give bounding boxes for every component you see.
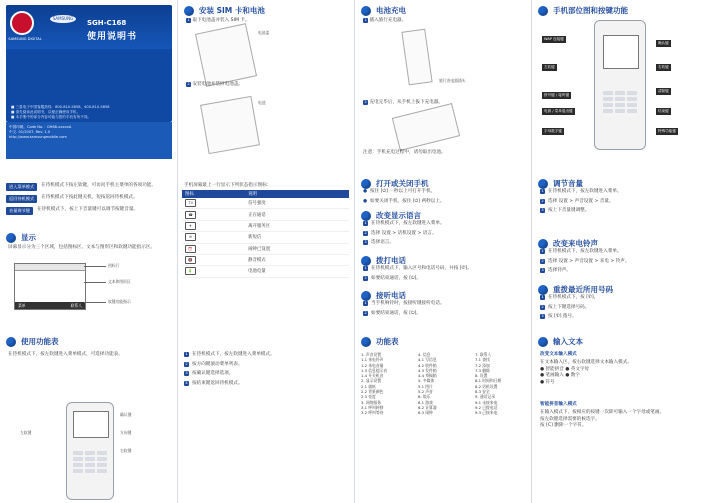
callout-left-softkey: 左软键 xyxy=(20,430,32,435)
step: 4 按结束键返回待机模式。 xyxy=(185,380,243,386)
cover-panel xyxy=(0,0,178,503)
step: 1 在待机模式下，按左软键进入菜单。 xyxy=(364,221,445,226)
info-url: http://www.samsungmobile.com xyxy=(9,135,67,139)
table-cell: 闹钟已设置 xyxy=(245,243,349,254)
sim-cover-diagram xyxy=(195,23,257,87)
pinyin-subheading: 智能拼音输入模式 xyxy=(540,402,577,407)
table-cell: 静音模式 xyxy=(245,254,349,265)
answer-heading: 接听电话 xyxy=(361,290,406,301)
key-item xyxy=(6,195,172,203)
key-text: 在待机模式下按左软键，可访问手机主菜单的各项功能。 xyxy=(41,183,156,188)
label-power-key: 电源 / 菜单退出键 xyxy=(544,109,573,113)
sim-heading-text: 安装 SIM 卡和电池 xyxy=(199,6,265,15)
manual-title: 使用说明书 xyxy=(87,32,138,42)
table-row xyxy=(182,232,349,243)
callout-line xyxy=(84,282,106,283)
phone-layout-screen xyxy=(603,35,639,69)
section-bullet-icon xyxy=(6,337,16,347)
lang-steps xyxy=(363,221,523,250)
step: 2 选择 设置 > 话机设置 > 语言。 xyxy=(364,230,437,236)
layout-panel xyxy=(532,0,711,503)
section-bullet-icon xyxy=(361,179,371,189)
menu-column-3: 7. 联系人 7.1 查找 7.2 添加 7.3 删除 8. 设置 8.1 时间和日期 8.2 话机设置 8.3 安全 9. 通话记录 9.1 未接来电 9.2 已拨电话 9.3 已接来电 xyxy=(475,352,502,416)
section-bullet-icon xyxy=(184,6,194,16)
step: 3 选择语言。 xyxy=(364,240,394,245)
power-steps xyxy=(363,189,523,208)
table-row xyxy=(182,198,349,209)
menu-use-intro: 在待机模式下，按左软键进入菜单模式，可选择功能表。 xyxy=(8,352,123,357)
label-wap-key: WAP 连接键 xyxy=(544,37,564,41)
section-bullet-icon xyxy=(361,6,371,16)
phone-layout-illustration xyxy=(594,20,646,150)
call-heading: 拨打电话 xyxy=(361,255,406,266)
menu-steps xyxy=(184,352,350,390)
answer-steps xyxy=(363,301,523,320)
menu-column-1: 1. 声音设置 1.1 来电铃声 1.2 来电音量 1.3 信息提示音 1.4 开关机音 2. 显示设置 2.1 墙纸 2.2 背景颜色 2.3 亮度 3. 网络服务 3.1 呼叫转移 3.2 呼叫等待 xyxy=(361,352,416,416)
table-cell: 新短信 xyxy=(245,232,349,243)
step: 3 按确认键选择选项。 xyxy=(185,371,234,376)
charger-diagram xyxy=(401,29,432,86)
menus-heading: 功能表 xyxy=(361,336,399,347)
step: 1 在待机模式下，按左软键进入菜单模式。 xyxy=(185,352,275,357)
table-row xyxy=(182,254,349,265)
icons-table xyxy=(182,190,349,278)
callout-line xyxy=(84,302,106,303)
table-cell: 正在通话 xyxy=(245,209,349,220)
info-line: 中文. 01/2007. Rev. 1.0 xyxy=(9,130,51,134)
table-row xyxy=(182,266,349,277)
step: ● 按住 [⏻] 一秒以上可打开手机。 xyxy=(363,189,436,194)
section-bullet-icon xyxy=(361,211,371,221)
table-cell: 信号强度 xyxy=(245,198,349,209)
battery-diagram xyxy=(200,96,260,154)
callout-icon-row: 图标行 xyxy=(108,263,120,268)
section-bullet-icon xyxy=(6,233,16,243)
key-tag: 返回待机模式 xyxy=(6,195,37,203)
info-line: 中国印刷。Code No.：GH68-xxxxxA xyxy=(9,125,72,129)
volume-steps xyxy=(540,189,700,218)
message-icon: ✉ xyxy=(185,233,196,241)
key-item xyxy=(6,207,172,215)
menu-group: 3. 网络服务 xyxy=(361,399,382,405)
step: 1 在待机模式下，按 [✆]。 xyxy=(541,295,599,300)
menu-group: 2. 显示设置 xyxy=(361,378,382,384)
step: 2 按上下键选择号码。 xyxy=(541,304,590,310)
label-alpha-keys: 字母数字键 xyxy=(544,129,562,133)
softkey-menu: 菜单 xyxy=(18,303,26,308)
step: 2 按方向键滚动菜单列表。 xyxy=(185,361,243,367)
key-text: 在待机模式下，按上下音量键可以调节按键音量。 xyxy=(36,207,139,212)
step: 2 如要结束通话，按 [⏻]。 xyxy=(364,310,422,316)
table-header: 图标 xyxy=(182,190,245,198)
label-battery: 电池 xyxy=(258,100,266,105)
phone-screen xyxy=(73,411,109,438)
silent-icon: 🔇 xyxy=(185,256,196,264)
ringtone-heading: 改变来电铃声 xyxy=(538,238,598,249)
label-end-key: 结束键 xyxy=(658,109,669,113)
charge-heading xyxy=(361,5,406,16)
key-list xyxy=(6,183,172,219)
cover xyxy=(6,5,172,122)
phone-illustration xyxy=(66,402,114,500)
call-steps xyxy=(363,266,523,285)
battery-icon: 🔋 xyxy=(185,267,196,275)
menu-column-2: 4. 信息 4.1 写信息 4.2 收件箱 4.3 发件箱 4.4 草稿箱 5. 多媒体 5.1 图片 5.2 声音 6. 娱乐 6.1 游戏 6.2 计算器 6.3 闹钟 xyxy=(418,352,437,416)
display-heading-text: 显示 xyxy=(21,233,36,242)
cover-bullet: ■ 请先阅读此说明书，以便正确使用手机。 xyxy=(11,110,81,114)
display-text: 屏幕显示分为三个区域，包括图标区、文本与图形区和软键功能指示区。 xyxy=(8,245,156,250)
menu-use-heading xyxy=(6,336,59,347)
charge-step-1: 1 插入旅行充电器。 xyxy=(364,18,407,23)
label-dial-key: 拨号键 / 接听键 xyxy=(544,93,570,97)
pinyin-text: 在输入模式下，按相应的按键一次即可输入一个字母或笔画。 按左软键选择需要的候选字。 按 [C] 删除一个字符。 xyxy=(540,410,665,428)
charging-diagram xyxy=(392,103,460,151)
charge-heading-text: 电池充电 xyxy=(376,6,406,15)
alarm-icon: ⏰ xyxy=(185,245,196,253)
step: 3 选择铃声。 xyxy=(541,268,571,273)
label-ok-key: 确认键 xyxy=(658,41,669,45)
table-header: 说明 xyxy=(245,190,349,198)
cover-bullet: ■ 三星电子中国客服热线：800-810-5858、400-810-5858 xyxy=(11,105,110,109)
logo-text: SAMSUNG DIGITAL xyxy=(8,37,42,41)
table-row xyxy=(182,243,349,254)
table-row xyxy=(182,209,349,220)
brand-badge: SAMSUNG xyxy=(50,15,76,23)
label-cover: 电池盖 xyxy=(258,30,270,35)
section-bullet-icon xyxy=(538,239,548,249)
ringtone-steps xyxy=(540,249,700,278)
display-heading xyxy=(6,232,36,243)
callout-line xyxy=(84,266,106,267)
step: ● 如要关闭手机，按住 [⏻] 两秒以上。 xyxy=(363,198,445,204)
model-name: SGH-C168 xyxy=(87,19,127,27)
step: 1 在待机模式下，按左软键进入菜单。 xyxy=(541,189,622,194)
callout-softkeys: 软键功能指示 xyxy=(108,299,131,304)
sim-panel xyxy=(178,0,355,503)
icon-row xyxy=(15,264,85,271)
power-heading: 打开或关闭手机 xyxy=(361,178,429,189)
sim-step-1: 1 取下电池盖并装入 SIM 卡。 xyxy=(187,18,250,23)
step: 1 当手机响铃时，按接听键接听电话。 xyxy=(364,301,445,306)
redial-steps xyxy=(540,295,700,324)
section-bullet-icon xyxy=(361,291,371,301)
charger-label: 旅行充电器插头 xyxy=(439,78,466,83)
callout-nav-key: 方向键 xyxy=(120,430,132,435)
callout-right-softkey: 右软键 xyxy=(120,448,132,453)
label-right-softkey: 右软键 xyxy=(658,65,669,69)
callout-text-area: 文本和图形区 xyxy=(108,279,131,284)
menu-group: 1. 声音设置 xyxy=(361,352,382,357)
samsung-logo-icon xyxy=(10,11,34,35)
menu-use-heading-text: 使用功能表 xyxy=(21,337,59,346)
signal-icon: Tll xyxy=(185,199,196,207)
icons-intro: 手机屏幕最上一行显示下列状态指示图标： xyxy=(184,183,272,188)
input-mode-text: 在文本输入区，按右软键选择文本输入模式。 ● 智能拼音 ● 英文字母 ● 笔画输入 ● 数字 ● 符号 xyxy=(540,360,632,385)
cover-bullets xyxy=(11,105,171,120)
key-tag: 进入菜单模式 xyxy=(6,183,37,191)
section-bullet-icon xyxy=(361,256,371,266)
section-bullet-icon xyxy=(538,337,548,347)
step: 3 按上下音量键调整。 xyxy=(541,208,590,213)
step: 3 按 [✆] 拨号。 xyxy=(541,314,577,319)
callout-ok-key: 确认键 xyxy=(120,412,132,417)
lang-heading: 改变显示语言 xyxy=(361,210,421,221)
step: 2 选择 设置 > 声音设置 > 来电 > 铃声。 xyxy=(541,258,630,264)
table-row xyxy=(182,220,349,231)
display-diagram xyxy=(14,263,86,310)
sim-step-2: 2 安装电池并装回电池盖。 xyxy=(187,82,244,87)
charge-panel xyxy=(355,0,532,503)
label-special-key: 特殊功能键 xyxy=(658,129,676,133)
charge-note: 注意：手机充电过程中，请勿取出电池。 xyxy=(363,150,446,155)
label-left-softkey: 左软键 xyxy=(544,65,555,69)
step: 2 选择 设置 > 声音设置 > 音量。 xyxy=(541,198,614,204)
phone-layout-keypad xyxy=(603,91,637,113)
layout-heading: 手机部位图和按键功能 xyxy=(538,5,628,16)
call-icon: ☎ xyxy=(185,211,196,219)
table-cell: 离开服务区 xyxy=(245,220,349,231)
key-text: 在待机模式下按此键关机，短按返回待机模式。 xyxy=(41,195,138,200)
label-clear-key: 清除键 xyxy=(658,89,669,93)
cover-bullet: ■ 本手册中的部分内容可能与您的手机有所不同。 xyxy=(11,115,92,119)
info-bar xyxy=(6,122,172,159)
redial-heading: 重拨最近所用号码 xyxy=(538,284,613,295)
table-cell: 电池电量 xyxy=(245,266,349,277)
sim-heading xyxy=(184,5,265,16)
key-tag: 音量调节键 xyxy=(6,207,33,215)
section-bullet-icon xyxy=(361,337,371,347)
section-bullet-icon xyxy=(538,6,548,16)
section-bullet-icon xyxy=(538,179,548,189)
softkey-contacts: 联系人 xyxy=(70,303,82,308)
step: 1 在待机模式下，按左软键进入菜单。 xyxy=(541,249,622,254)
text-input-heading: 输入文本 xyxy=(538,336,583,347)
charge-step-2: 2 充电完毕后，从手机上拔下充电器。 xyxy=(364,100,443,105)
step: 1 在待机模式下，输入区号和电话号码，并按 [✆]。 xyxy=(364,266,472,271)
input-mode-subheading: 改变文本输入模式 xyxy=(540,352,577,357)
phone-keypad xyxy=(73,451,107,473)
step: 2 如要结束通话，按 [⏻]。 xyxy=(364,275,422,281)
section-bullet-icon xyxy=(538,285,548,295)
key-item xyxy=(6,183,172,191)
no-service-icon: ✈ xyxy=(185,222,196,230)
volume-heading: 调节音量 xyxy=(538,178,583,189)
softkey-bar xyxy=(15,302,85,309)
